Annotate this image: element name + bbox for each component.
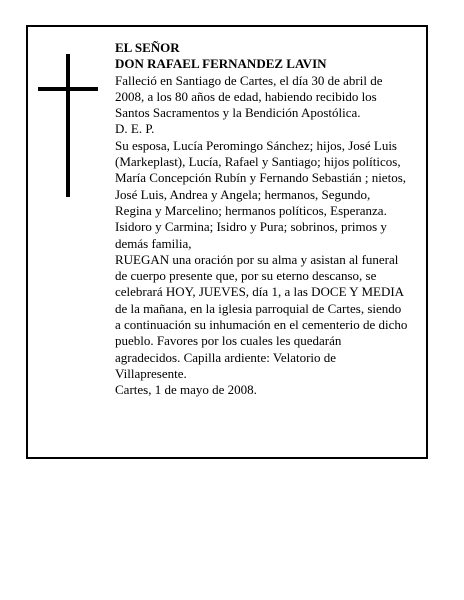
family-line: Regina y Marcelino; hermanos políticos, Esperanza. bbox=[115, 202, 387, 218]
family-line: Isidoro y Carmina; Isidro y Pura; sobrinos, primos y bbox=[115, 219, 387, 235]
cross-horizontal-bar bbox=[38, 87, 98, 91]
family-line: María Concepción Rubín y Fernando Sebastián ; nietos, bbox=[115, 170, 407, 186]
death-announcement-line: Santos Sacramentos y la Bendición Apostólica. bbox=[115, 105, 361, 121]
death-announcement-line: 2008, a los 80 años de edad, habiendo recibido los bbox=[115, 88, 377, 104]
cross-vertical-bar bbox=[66, 54, 70, 197]
deceased-name: DON RAFAEL FERNANDEZ LAVIN bbox=[115, 56, 327, 72]
funeral-details-line: de cuerpo presente que, por su eterno descanso, se bbox=[115, 268, 377, 284]
family-line: Su esposa, Lucía Peromingo Sánchez; hijos, José Luis bbox=[115, 137, 397, 153]
rip-line: D. E. P. bbox=[115, 121, 155, 137]
funeral-details-line: celebrará HOY, JUEVES, día 1, a las DOCE Y MEDIA bbox=[115, 284, 405, 300]
notice-text bbox=[115, 40, 427, 399]
family-line: José Luis, Andrea y Angela; hermanos, Segundo, bbox=[115, 186, 371, 202]
notice-heading-title: EL SEÑOR bbox=[115, 40, 180, 55]
obituary-notice bbox=[26, 25, 428, 459]
funeral-details-line: a continuación su inhumación en el cementerio de dicho bbox=[115, 317, 408, 333]
funeral-details-line: pueblo. Favores por los cuales les quedarán bbox=[115, 333, 342, 349]
funeral-details-line: RUEGAN una oración por su alma y asistan al funeral bbox=[115, 251, 399, 267]
family-line: (Markeplast), Lucía, Rafael y Santiago; hijos políticos, bbox=[115, 154, 401, 170]
funeral-details-line: Villapresente. bbox=[115, 365, 187, 381]
notice-date-line: Cartes, 1 de mayo de 2008. bbox=[115, 382, 257, 398]
funeral-details-line: de la mañana, en la iglesia parroquial de Cartes, siendo bbox=[115, 300, 402, 316]
funeral-details-line: agradecidos. Capilla ardiente: Velatorio de bbox=[115, 349, 337, 365]
latin-cross-icon bbox=[38, 54, 98, 197]
family-line: demás familia, bbox=[115, 235, 192, 251]
death-announcement-line: Falleció en Santiago de Cartes, el día 30 de abril de bbox=[115, 72, 383, 88]
